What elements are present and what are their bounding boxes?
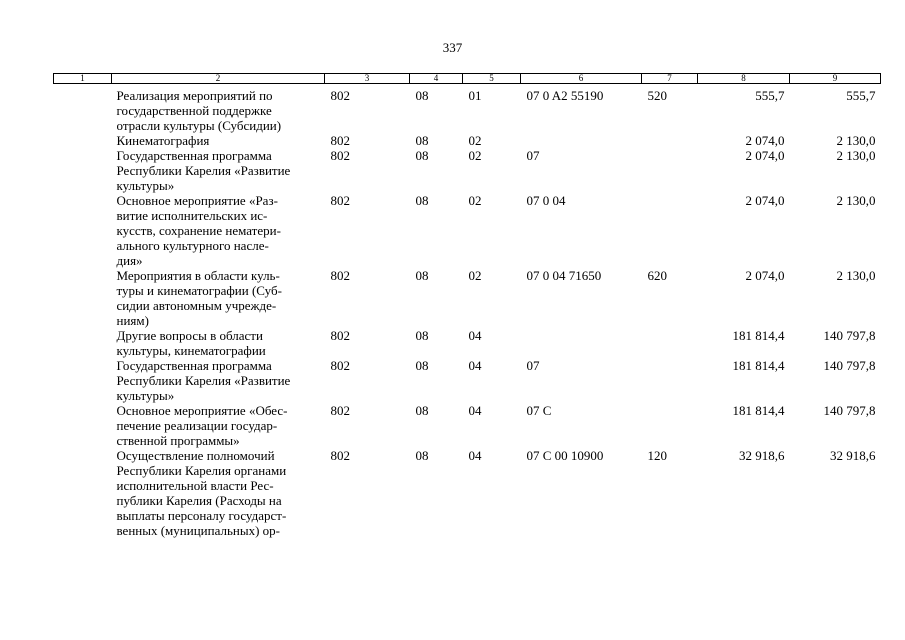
item-name-cell: Осуществление полномочий Республики Карелия органами исполнительной власти Рес- публики Карелия (Расходы на выплаты персоналу государст- венных (муниципальных) ор- <box>116 448 287 538</box>
expense-type-cell <box>642 193 698 268</box>
subsection-cell: 04 <box>468 448 482 463</box>
expense-type-cell: 620 <box>647 268 667 283</box>
amount-year1-cell: 181 814,4 <box>732 328 785 343</box>
column-number-row <box>54 74 881 84</box>
expense-type-cell <box>642 133 698 148</box>
expense-type-cell: 120 <box>647 448 667 463</box>
column-number-9: 9 <box>790 74 881 84</box>
col-1-cell <box>54 193 112 268</box>
column-number-5: 5 <box>463 74 521 84</box>
table-row <box>54 328 881 358</box>
admin-code-cell: 802 <box>330 328 350 343</box>
budget-table <box>53 73 881 538</box>
subsection-cell: 02 <box>468 133 482 148</box>
target-article-cell: 07 С <box>526 403 552 418</box>
target-article-cell: 07 0 04 71650 <box>526 268 602 283</box>
expense-type-cell <box>642 358 698 403</box>
expense-type-cell <box>642 328 698 358</box>
target-article-cell: 07 <box>526 148 540 163</box>
col-1-cell <box>54 133 112 148</box>
section-cell: 08 <box>415 133 429 148</box>
amount-year1-cell: 2 074,0 <box>745 148 785 163</box>
table-row <box>54 268 881 328</box>
col-1-cell <box>54 268 112 328</box>
table-row <box>54 84 881 134</box>
amount-year1-cell: 181 814,4 <box>732 403 785 418</box>
column-number-2: 2 <box>112 74 325 84</box>
admin-code-cell: 802 <box>330 88 350 103</box>
item-name-cell: Основное мероприятие «Обес- печение реализации государ- ственной программы» <box>116 403 288 448</box>
amount-year2-cell: 2 130,0 <box>836 193 876 208</box>
subsection-cell: 02 <box>468 148 482 163</box>
section-cell: 08 <box>415 358 429 373</box>
subsection-cell: 02 <box>468 268 482 283</box>
table-row <box>54 133 881 148</box>
admin-code-cell: 802 <box>330 403 350 418</box>
expense-type-cell <box>642 148 698 193</box>
target-article-cell <box>521 133 642 148</box>
amount-year2-cell: 140 797,8 <box>823 328 876 343</box>
expense-type-cell: 520 <box>647 88 667 103</box>
section-cell: 08 <box>415 148 429 163</box>
subsection-cell: 04 <box>468 403 482 418</box>
amount-year1-cell: 181 814,4 <box>732 358 785 373</box>
target-article-cell: 07 0 04 <box>526 193 566 208</box>
table-row <box>54 403 881 448</box>
admin-code-cell: 802 <box>330 448 350 463</box>
item-name-cell: Основное мероприятие «Раз- витие исполнительских ис- кусств, сохранение нематери- ального культурного насле- дия» <box>116 193 281 268</box>
table-row <box>54 148 881 193</box>
amount-year1-cell: 2 074,0 <box>745 268 785 283</box>
admin-code-cell: 802 <box>330 148 350 163</box>
column-number-8: 8 <box>698 74 790 84</box>
col-1-cell <box>54 148 112 193</box>
amount-year2-cell: 140 797,8 <box>823 403 876 418</box>
item-name-cell: Реализация мероприятий по государственной поддержке отрасли культуры (Субсидии) <box>116 88 282 133</box>
col-1-cell <box>54 84 112 134</box>
column-number-3: 3 <box>325 74 410 84</box>
amount-year2-cell: 2 130,0 <box>836 148 876 163</box>
target-article-cell: 07 0 A2 55190 <box>526 88 604 103</box>
admin-code-cell: 802 <box>330 268 350 283</box>
section-cell: 08 <box>415 88 429 103</box>
amount-year2-cell: 2 130,0 <box>836 133 876 148</box>
page-number: 337 <box>442 40 463 55</box>
item-name-cell: Кинематография <box>116 133 210 148</box>
amount-year2-cell: 2 130,0 <box>836 268 876 283</box>
amount-year1-cell: 32 918,6 <box>739 448 785 463</box>
subsection-cell: 02 <box>468 193 482 208</box>
item-name-cell: Государственная программа Республики Карелия «Развитие культуры» <box>116 148 291 193</box>
section-cell: 08 <box>415 448 429 463</box>
col-1-cell <box>54 358 112 403</box>
admin-code-cell: 802 <box>330 358 350 373</box>
column-number-7: 7 <box>642 74 698 84</box>
amount-year1-cell: 555,7 <box>755 88 785 103</box>
column-number-1: 1 <box>54 74 112 84</box>
item-name-cell: Мероприятия в области куль- туры и кинематографии (Суб- сидии автономным учрежде- ниям) <box>116 268 282 328</box>
table-row <box>54 193 881 268</box>
table-row <box>54 448 881 538</box>
subsection-cell: 04 <box>468 358 482 373</box>
admin-code-cell: 802 <box>330 193 350 208</box>
section-cell: 08 <box>415 328 429 343</box>
expense-type-cell <box>642 403 698 448</box>
subsection-cell: 04 <box>468 328 482 343</box>
col-1-cell <box>54 403 112 448</box>
column-number-4: 4 <box>410 74 463 84</box>
item-name-cell: Другие вопросы в области культуры, кинематографии <box>116 328 266 358</box>
target-article-cell <box>521 328 642 358</box>
col-1-cell <box>54 328 112 358</box>
amount-year2-cell: 140 797,8 <box>823 358 876 373</box>
subsection-cell: 01 <box>468 88 482 103</box>
table-header <box>54 74 881 84</box>
table-body <box>54 84 881 539</box>
amount-year1-cell: 2 074,0 <box>745 193 785 208</box>
item-name-cell: Государственная программа Республики Карелия «Развитие культуры» <box>116 358 291 403</box>
col-1-cell <box>54 448 112 538</box>
amount-year1-cell: 2 074,0 <box>745 133 785 148</box>
section-cell: 08 <box>415 193 429 208</box>
target-article-cell: 07 С 00 10900 <box>526 448 604 463</box>
amount-year2-cell: 32 918,6 <box>830 448 876 463</box>
section-cell: 08 <box>415 268 429 283</box>
amount-year2-cell: 555,7 <box>846 88 876 103</box>
target-article-cell: 07 <box>526 358 540 373</box>
admin-code-cell: 802 <box>330 133 350 148</box>
table-row <box>54 358 881 403</box>
section-cell: 08 <box>415 403 429 418</box>
column-number-6: 6 <box>521 74 642 84</box>
